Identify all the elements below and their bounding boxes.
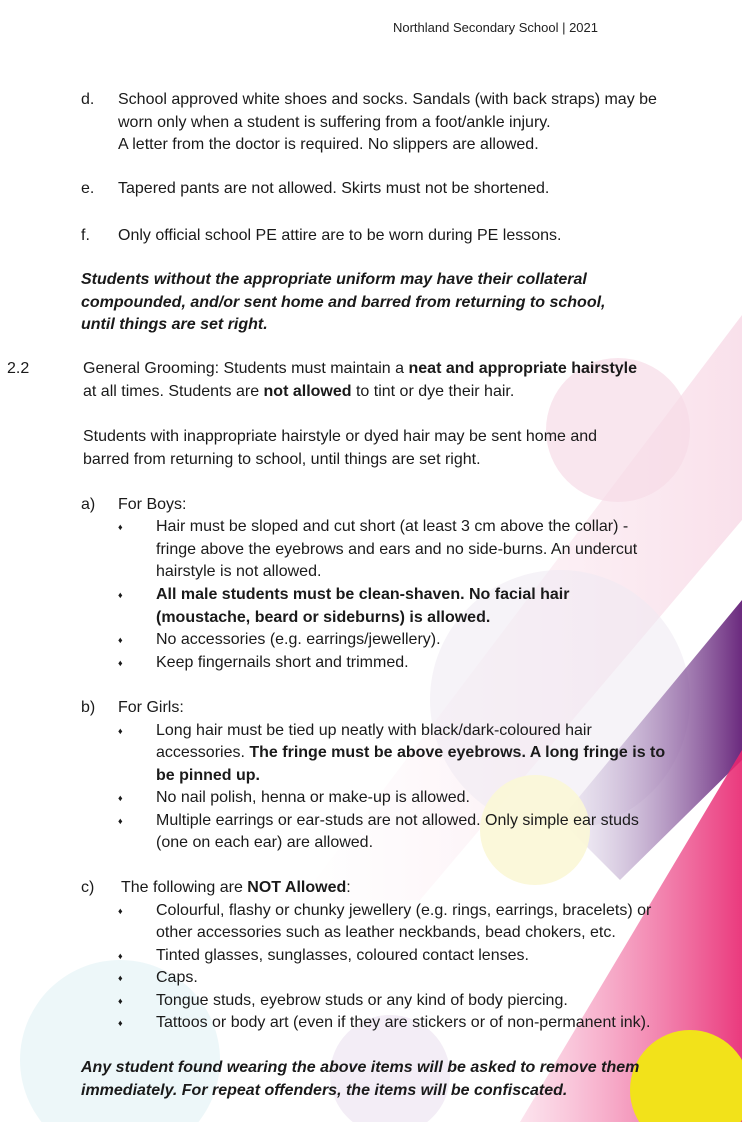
item-label-e: e. bbox=[81, 180, 95, 197]
uniform-warning-line-1: Students without the appropriate uniform may have their collateral bbox=[81, 271, 587, 288]
girls-label: b) bbox=[81, 699, 96, 716]
final-warning-line-2: immediately. For repeat offenders, the items will be confiscated. bbox=[81, 1081, 568, 1099]
bullet-icon: ♦ bbox=[118, 635, 123, 645]
not-allowed-bullet-1-line-1: Colourful, flashy or chunky jewellery (e.g. rings, earrings, bracelets) or bbox=[156, 901, 652, 919]
not-allowed-bullet-2: Tinted glasses, sunglasses, coloured contact lenses. bbox=[156, 946, 529, 964]
girls-bullet-1-line-1: Long hair must be tied up neatly with black/dark-coloured hair bbox=[156, 721, 592, 739]
boys-title: For Boys: bbox=[118, 496, 187, 513]
item-d-line-1: School approved white shoes and socks. Sandals (with back straps) may be bbox=[118, 91, 657, 108]
girls-bullet-3 bbox=[156, 810, 716, 855]
uniform-warning-line-3: until things are set right. bbox=[81, 316, 268, 333]
girls-title: For Girls: bbox=[118, 699, 184, 716]
section-number: 2.2 bbox=[7, 360, 30, 377]
bullet-icon: ♦ bbox=[118, 657, 123, 668]
section-para2-line-1: Students with inappropriate hairstyle or dyed hair may be sent home and bbox=[83, 428, 598, 445]
bullet-icon: ♦ bbox=[118, 905, 123, 916]
section-line-2-text-c: to tint or dye their hair. bbox=[351, 382, 515, 400]
boys-bullet-2 bbox=[156, 584, 716, 629]
item-e-line-1: Tapered pants are not allowed. Skirts must not be shortened. bbox=[118, 180, 550, 197]
not-allowed-title-colon: : bbox=[346, 879, 351, 896]
not-allowed-bullet-5: Tattoos or body art (even if they are stickers or of non-permanent ink). bbox=[156, 1014, 651, 1031]
not-allowed-label: c) bbox=[81, 879, 95, 896]
not-allowed-bullet-3: Caps. bbox=[156, 969, 198, 986]
not-allowed-bullet-4: Tongue studs, eyebrow studs or any kind of body piercing. bbox=[156, 991, 568, 1009]
section-line-1-bold: neat and appropriate hairstyle bbox=[408, 360, 638, 377]
section-line-2 bbox=[83, 381, 514, 404]
item-label-f: f. bbox=[81, 227, 90, 244]
not-allowed-bullet-1 bbox=[156, 900, 716, 945]
boys-bullet-2-line-1: All male students must be clean-shaven. No facial hair bbox=[156, 586, 570, 603]
not-allowed-title-text: The following are bbox=[121, 879, 248, 896]
bullet-icon: ♦ bbox=[118, 793, 123, 803]
girls-bullet-1-line-2 bbox=[156, 742, 716, 765]
not-allowed-title bbox=[121, 877, 351, 900]
girls-bullet-3-line-1: Multiple earrings or ear-studs are not allowed. Only simple ear studs bbox=[156, 811, 639, 829]
section-line-1 bbox=[83, 358, 637, 381]
item-d-line-2: worn only when a student is suffering from a foot/ankle injury. bbox=[118, 113, 551, 131]
bullet-icon: ♦ bbox=[118, 1018, 123, 1028]
boys-bullet-1-line-2: fringe above the eyebrows and ears and no side-burns. An undercut bbox=[156, 540, 638, 558]
bullet-icon: ♦ bbox=[118, 950, 123, 961]
boys-bullet-1-line-3: hairstyle is not allowed. bbox=[156, 563, 322, 580]
boys-bullet-4: Keep fingernails short and trimmed. bbox=[156, 653, 409, 671]
not-allowed-bullet-1-line-2: other accessories such as leather neckbands, bead chokers, etc. bbox=[156, 924, 616, 941]
item-label-d: d. bbox=[81, 91, 95, 108]
boys-bullet-3: No accessories (e.g. earrings/jewellery). bbox=[156, 631, 441, 648]
bullet-icon: ♦ bbox=[118, 522, 123, 532]
section-para2-line-2: barred from returning to school, until things are set right. bbox=[83, 450, 481, 468]
item-f-line-1: Only official school PE attire are to be worn during PE lessons. bbox=[118, 227, 562, 244]
girls-bullet-1 bbox=[156, 720, 716, 788]
girls-bullet-1-line-3: be pinned up. bbox=[156, 766, 260, 784]
boys-label: a) bbox=[81, 496, 96, 513]
final-warning-line-1: Any student found wearing the above items will be asked to remove them bbox=[81, 1059, 640, 1076]
bullet-icon: ♦ bbox=[118, 725, 123, 736]
bullet-icon: ♦ bbox=[118, 973, 123, 983]
boys-bullet-2-line-2: (moustache, beard or sideburns) is allowed. bbox=[156, 608, 491, 626]
page-header: Northland Secondary School | 2021 bbox=[392, 20, 598, 35]
bullet-icon: ♦ bbox=[118, 995, 123, 1006]
not-allowed-title-bold: NOT Allowed bbox=[247, 879, 347, 896]
bullet-icon: ♦ bbox=[118, 815, 123, 826]
section-line-2-text-a: at all times. Students are bbox=[83, 382, 264, 400]
girls-bullet-3-line-2: (one on each ear) are allowed. bbox=[156, 834, 374, 851]
boys-bullet-1-line-1: Hair must be sloped and cut short (at least 3 cm above the collar) - bbox=[156, 518, 629, 535]
boys-bullet-1 bbox=[156, 516, 716, 584]
girls-bullet-1-line-2-text: accessories. bbox=[156, 744, 250, 761]
bullet-icon: ♦ bbox=[118, 590, 123, 600]
girls-bullet-2: No nail polish, henna or make-up is allowed. bbox=[156, 789, 470, 806]
section-line-1-text: General Grooming: Students must maintain a bbox=[83, 360, 409, 377]
section-line-2-bold: not allowed bbox=[263, 382, 352, 400]
uniform-warning-line-2: compounded, and/or sent home and barred from returning to school, bbox=[81, 293, 606, 311]
girls-bullet-1-line-2-bold: The fringe must be above eyebrows. A long fringe is to bbox=[249, 744, 666, 761]
item-d-line-3: A letter from the doctor is required. No slippers are allowed. bbox=[118, 136, 539, 153]
